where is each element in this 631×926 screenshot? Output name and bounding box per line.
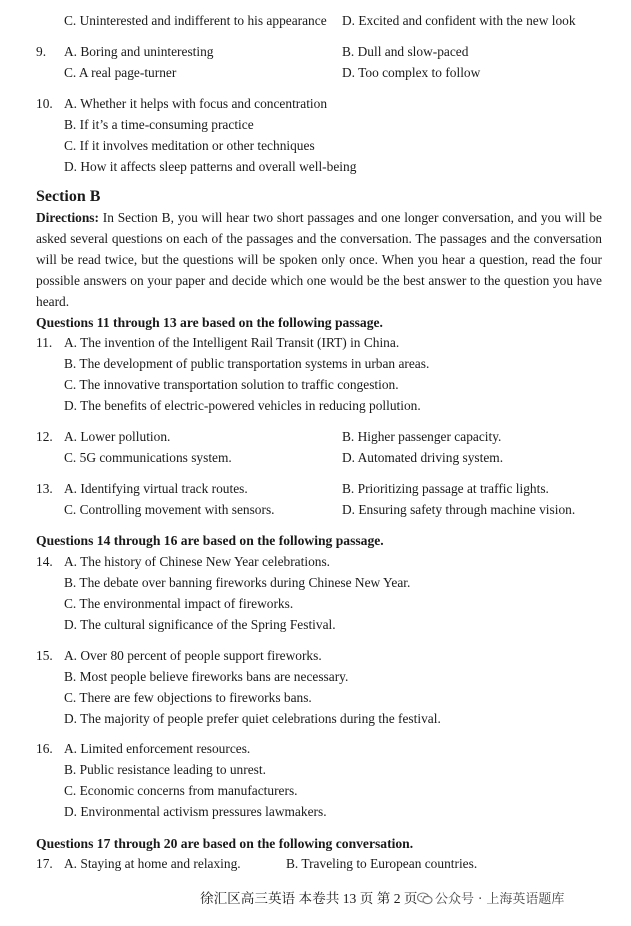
option-c: C. Controlling movement with sensors. [64, 502, 275, 517]
option-d: D. The cultural significance of the Spring Festival. [64, 617, 336, 632]
option-b: B. Most people believe fireworks bans are necessary. [64, 669, 349, 684]
question-number: 13. [36, 481, 53, 496]
option-c: C. The innovative transportation solution to traffic congestion. [64, 377, 399, 392]
option-d: D. How it affects sleep patterns and overall well-being [64, 159, 357, 174]
directions-label: Directions: [36, 210, 99, 225]
option-b: B. Dull and slow-paced [342, 44, 469, 59]
option-b: B. Prioritizing passage at traffic lights. [342, 481, 549, 496]
question-number: 15. [36, 648, 53, 663]
directions-text: In Section B, you will hear two short passages and one longer conversation, and you will be asked several questions on each of the passages and the conversation. The passages and the conversation will be read twice, but the questions will be spoken only once. When you hear a question, read the four possible answers on your paper and decide which one would be the best answer to the question you have heard. [36, 210, 602, 309]
option-a: A. Staying at home and relaxing. [64, 856, 241, 871]
option-c: C. The environmental impact of fireworks. [64, 596, 294, 611]
question-number: 9. [36, 44, 47, 59]
option-b: B. Higher passenger capacity. [342, 429, 502, 444]
question-number: 10. [36, 96, 53, 111]
watermark: 公众号 · 上海英语题库 [435, 892, 565, 907]
option-c: C. 5G communications system. [64, 450, 232, 465]
option-a: A. Boring and uninteresting [64, 44, 214, 59]
section-title: Section B [36, 188, 101, 205]
option-c: C. Economic concerns from manufacturers. [64, 783, 298, 798]
option-c: C. If it involves meditation or other techniques [64, 138, 315, 153]
question-number: 17. [36, 856, 53, 871]
option-a: A. Limited enforcement resources. [64, 741, 251, 756]
option-a: A. Identifying virtual track routes. [64, 481, 248, 496]
question-number: 14. [36, 554, 53, 569]
page-footer: 徐汇区高三英语 本卷共 13 页 第 2 页 [200, 891, 418, 906]
option-b: B. If it’s a time-consuming practice [64, 117, 254, 132]
option-c: C. A real page-turner [64, 65, 177, 80]
option-b: B. The debate over banning fireworks during Chinese New Year. [64, 575, 411, 590]
option-b: B. Traveling to European countries. [286, 856, 478, 871]
group-heading: Questions 11 through 13 are based on the following passage. [36, 315, 383, 330]
group-heading: Questions 14 through 16 are based on the following passage. [36, 533, 384, 548]
option-d: D. Too complex to follow [342, 65, 481, 80]
option-d: D. Environmental activism pressures lawmakers. [64, 804, 327, 819]
option-d: D. The majority of people prefer quiet celebrations during the festival. [64, 711, 441, 726]
question-number: 16. [36, 741, 53, 756]
option-a: A. The history of Chinese New Year celebrations. [64, 554, 331, 569]
option-d: D. Automated driving system. [342, 450, 504, 465]
prev-option-d: D. Excited and confident with the new look [342, 13, 576, 28]
directions [36, 207, 602, 312]
option-b: B. The development of public transportation systems in urban areas. [64, 356, 430, 371]
question-number: 11. [36, 335, 53, 350]
question-number: 12. [36, 429, 53, 444]
option-c: C. There are few objections to fireworks bans. [64, 690, 312, 705]
option-b: B. Public resistance leading to unrest. [64, 762, 266, 777]
option-d: D. Ensuring safety through machine vision. [342, 502, 576, 517]
option-a: A. Lower pollution. [64, 429, 171, 444]
group-heading: Questions 17 through 20 are based on the following conversation. [36, 836, 414, 851]
option-a: A. Whether it helps with focus and concentration [64, 96, 328, 111]
option-a: A. Over 80 percent of people support fireworks. [64, 648, 322, 663]
option-a: A. The invention of the Intelligent Rail Transit (IRT) in China. [64, 335, 400, 350]
wechat-icon [417, 892, 433, 905]
prev-option-c: C. Uninterested and indifferent to his appearance [64, 13, 327, 28]
option-d: D. The benefits of electric-powered vehicles in reducing pollution. [64, 398, 421, 413]
